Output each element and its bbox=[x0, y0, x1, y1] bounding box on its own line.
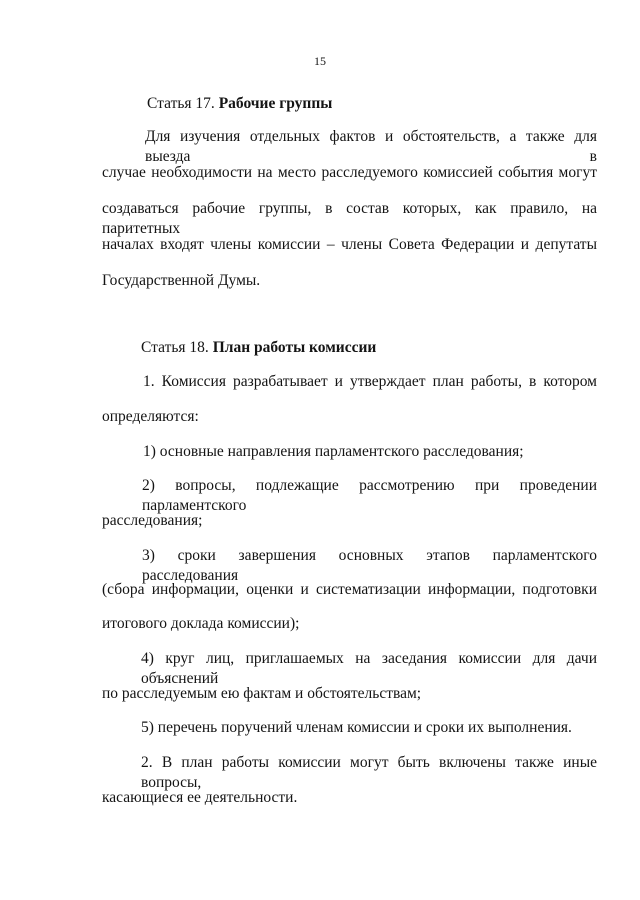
article-18-line-9: 4) круг лиц, приглашаемых на заседания комиссии для дачи объяснений bbox=[141, 650, 597, 687]
article-17-line-2: случае необходимости на место расследуемого комиссией события могут bbox=[102, 164, 597, 181]
article-18-heading bbox=[141, 338, 376, 358]
article-18-prefix: Статья 18. bbox=[141, 339, 209, 356]
article-18-line-2: определяются: bbox=[102, 408, 199, 425]
article-18-line-10: по расследуемым ею фактам и обстоятельствам; bbox=[102, 685, 422, 702]
article-18-line-13: касающиеся ее деятельности. bbox=[102, 789, 298, 806]
article-17-heading bbox=[147, 94, 332, 114]
article-18-line-7: (сбора информации, оценки и систематизации информации, подготовки bbox=[102, 581, 597, 598]
article-18-line-6: 3) сроки завершения основных этапов парламентского расследования bbox=[142, 547, 597, 584]
article-17-line-1: Для изучения отдельных фактов и обстоятельств, а также для выезда в bbox=[145, 128, 597, 165]
article-18-line-1: 1. Комиссия разрабатывает и утверждает план работы, в котором bbox=[143, 373, 597, 390]
article-17-line-4: началах входят члены комиссии – члены Совета Федерации и депутаты bbox=[102, 236, 597, 253]
article-18-line-12: 2. В план работы комиссии могут быть включены также иные вопросы, bbox=[141, 754, 597, 791]
article-18-line-8: итогового доклада комиссии); bbox=[102, 615, 300, 632]
article-17-title: Рабочие группы bbox=[218, 95, 333, 112]
article-17-prefix: Статья 17. bbox=[147, 95, 215, 112]
article-18-line-11: 5) перечень поручений членам комиссии и сроки их выполнения. bbox=[141, 719, 572, 736]
article-18-line-3: 1) основные направления парламентского расследования; bbox=[143, 443, 524, 460]
page-number: 15 bbox=[314, 54, 326, 68]
article-17-line-3: создаваться рабочие группы, в состав которых, как правило, на паритетных bbox=[102, 200, 597, 237]
article-17-line-5: Государственной Думы. bbox=[102, 272, 261, 289]
article-18-line-4: 2) вопросы, подлежащие рассмотрению при проведении парламентского bbox=[142, 477, 597, 514]
article-18-title: План работы комиссии bbox=[212, 339, 377, 356]
article-18-line-5: расследования; bbox=[102, 512, 203, 529]
